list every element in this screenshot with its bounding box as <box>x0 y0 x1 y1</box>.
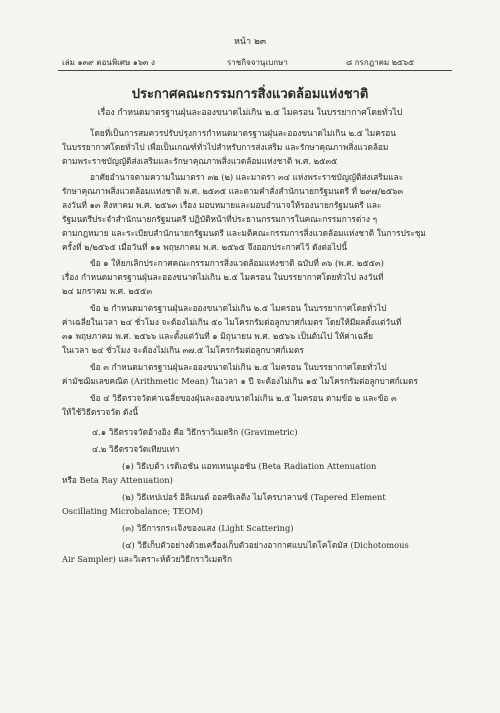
body-line: ค่าเฉลี่ยในเวลา ๒๔ ชั่วโมง จะต้องไม่เกิน ๕๐ ไมโครกรัมต่อลูกบาศก์เมตร โดยให้มีผลตั้งแต่วันที่ <box>62 317 402 327</box>
body-line: (๔) วิธีเก็บตัวอย่างด้วยเครื่องเก็บตัวอย่างอากาศแบบไดโคโตมัส (Dichotomous <box>122 540 409 550</box>
body-line: ตามกฎหมาย และระเบียบสำนักนายกรัฐมนตรี และมติคณะกรรมการสิ่งแวดล้อมแห่งชาติ ในการประชุม <box>62 228 426 238</box>
body-line: ๔.๑ วิธีตรวจวัดอ้างอิง คือ วิธีกราวิเมตริก (Gravimetric) <box>92 427 298 437</box>
announcement-subject: เรื่อง กำหนดมาตรฐานฝุ่นละอองขนาดไม่เกิน ๒.๕ ไมครอน ในบรรยากาศโดยทั่วไป <box>97 108 403 118</box>
body-line: ในเวลา ๒๔ ชั่วโมง จะต้องไม่เกิน ๓๗.๕ ไมโครกรัมต่อลูกบาศก์เมตร <box>62 345 304 355</box>
body-line: โดยที่เป็นการสมควรปรับปรุงการกำหนดมาตรฐานฝุ่นละอองขนาดไม่เกิน ๒.๕ ไมครอน <box>90 128 396 138</box>
announcement-title: ประกาศคณะกรรมการสิ่งแวดล้อมแห่งชาติ <box>131 87 369 102</box>
body-line: อาศัยอำนาจตามความในมาตรา ๓๒ (๒) และมาตรา ๓๔ แห่งพระราชบัญญัติส่งเสริมและ <box>90 172 404 182</box>
body-line: Oscillating Microbalance; TEOM) <box>62 506 203 516</box>
body-line: ในบรรยากาศโดยทั่วไป เพื่อเป็นเกณฑ์ทั่วไปสำหรับการส่งเสริม และรักษาคุณภาพสิ่งแวดล้อม <box>62 142 389 152</box>
body-line: ข้อ ๓ กำหนดมาตรฐานฝุ่นละอองขนาดไม่เกิน ๒.๕ ไมครอน ในบรรยากาศโดยทั่วไป <box>90 362 387 372</box>
body-line: ข้อ ๑ ให้ยกเลิกประกาศคณะกรรมการสิ่งแวดล้อมแห่งชาติ ฉบับที่ ๓๖ (พ.ศ. ๒๕๕๓) <box>90 258 384 268</box>
header-divider <box>58 70 452 71</box>
body-line: หรือ Beta Ray Attenuation) <box>62 475 173 485</box>
page-number: หน้า ๒๓ <box>233 37 267 47</box>
body-line: ค่ามัชฌิมเลขคณิต (Arithmetic Mean) ในเวลา ๑ ปี จะต้องไม่เกิน ๑๕ ไมโครกรัมต่อลูกบาศก์เมตร <box>62 376 418 386</box>
body-line: ตามพระราชบัญญัติส่งเสริมและรักษาคุณภาพสิ่งแวดล้อมแห่งชาติ พ.ศ. ๒๕๓๕ <box>62 156 338 166</box>
body-line: ๔.๒ วิธีตรวจวัดเทียบเท่า <box>92 444 180 454</box>
body-line: ข้อ ๔ วิธีตรวจวัดค่าเฉลี่ยของฝุ่นละอองขนาดไม่เกิน ๒.๕ ไมครอน ตามข้อ ๒ และข้อ ๓ <box>90 393 397 403</box>
body-line: ๒๔ มกราคม พ.ศ. ๒๕๕๓ <box>62 286 152 296</box>
body-line: เรื่อง กำหนดมาตรฐานฝุ่นละอองขนาดไม่เกิน ๒.๕ ไมครอน ในบรรยากาศโดยทั่วไป ลงวันที่ <box>62 272 384 282</box>
body-line: ข้อ ๒ กำหนดมาตรฐานฝุ่นละอองขนาดไม่เกิน ๒.๕ ไมครอน ในบรรยากาศโดยทั่วไป <box>90 303 387 313</box>
body-line: ๓๑ พฤษภาคม พ.ศ. ๒๕๖๖ และตั้งแต่วันที่ ๑ มิถุนายน พ.ศ. ๒๕๖๖ เป็นต้นไป ให้ค่าเฉลี่ย <box>62 331 373 341</box>
body-line: ครั้งที่ ๒/๒๕๖๕ เมื่อวันที่ ๑๑ พฤษภาคม พ.ศ. ๒๕๖๕ จึงออกประกาศไว้ ดังต่อไปนี้ <box>62 242 348 252</box>
body-line: (๒) วิธีเทปเปอร์ อิลิเมนต์ ออสซิเลติง ไมโครบาลานซ์ (Tapered Element <box>122 492 386 502</box>
publication-date: ๘ กรกฎาคม ๒๕๖๕ <box>346 58 415 67</box>
body-line: (๓) วิธีการกระเจิงของแสง (Light Scattering) <box>122 523 294 533</box>
body-line: รักษาคุณภาพสิ่งแวดล้อมแห่งชาติ พ.ศ. ๒๕๓๕ และตามคำสั่งสำนักนายกรัฐมนตรี ที่ ๒๙๗/๒๕๖๓ <box>62 186 404 196</box>
body-line: (๑) วิธีเบต้า เรดิเอชัน แอทเทนนูเอชัน (Beta Radiation Attenuation <box>122 461 377 471</box>
volume-issue: เล่ม ๑๓๙ ตอนพิเศษ ๑๖๓ ง <box>62 58 155 67</box>
body-line: ลงวันที่ ๑๓ สิงหาคม พ.ศ. ๒๕๖๓ เรื่อง มอบหมายและมอบอำนาจให้รองนายกรัฐมนตรี และ <box>62 200 382 210</box>
body-line: รัฐมนตรีประจำสำนักนายกรัฐมนตรี ปฏิบัติหน้าที่ประธานกรรมการในคณะกรรมการต่าง ๆ <box>62 214 378 224</box>
gazette-name: ราชกิจจานุเบกษา <box>227 58 288 67</box>
body-line: Air Sampler) และวิเคราะห์ด้วยวิธีกราวิเมตริก <box>62 554 233 564</box>
body-line: ให้ใช้วิธีตรวจวัด ดังนี้ <box>62 407 139 417</box>
